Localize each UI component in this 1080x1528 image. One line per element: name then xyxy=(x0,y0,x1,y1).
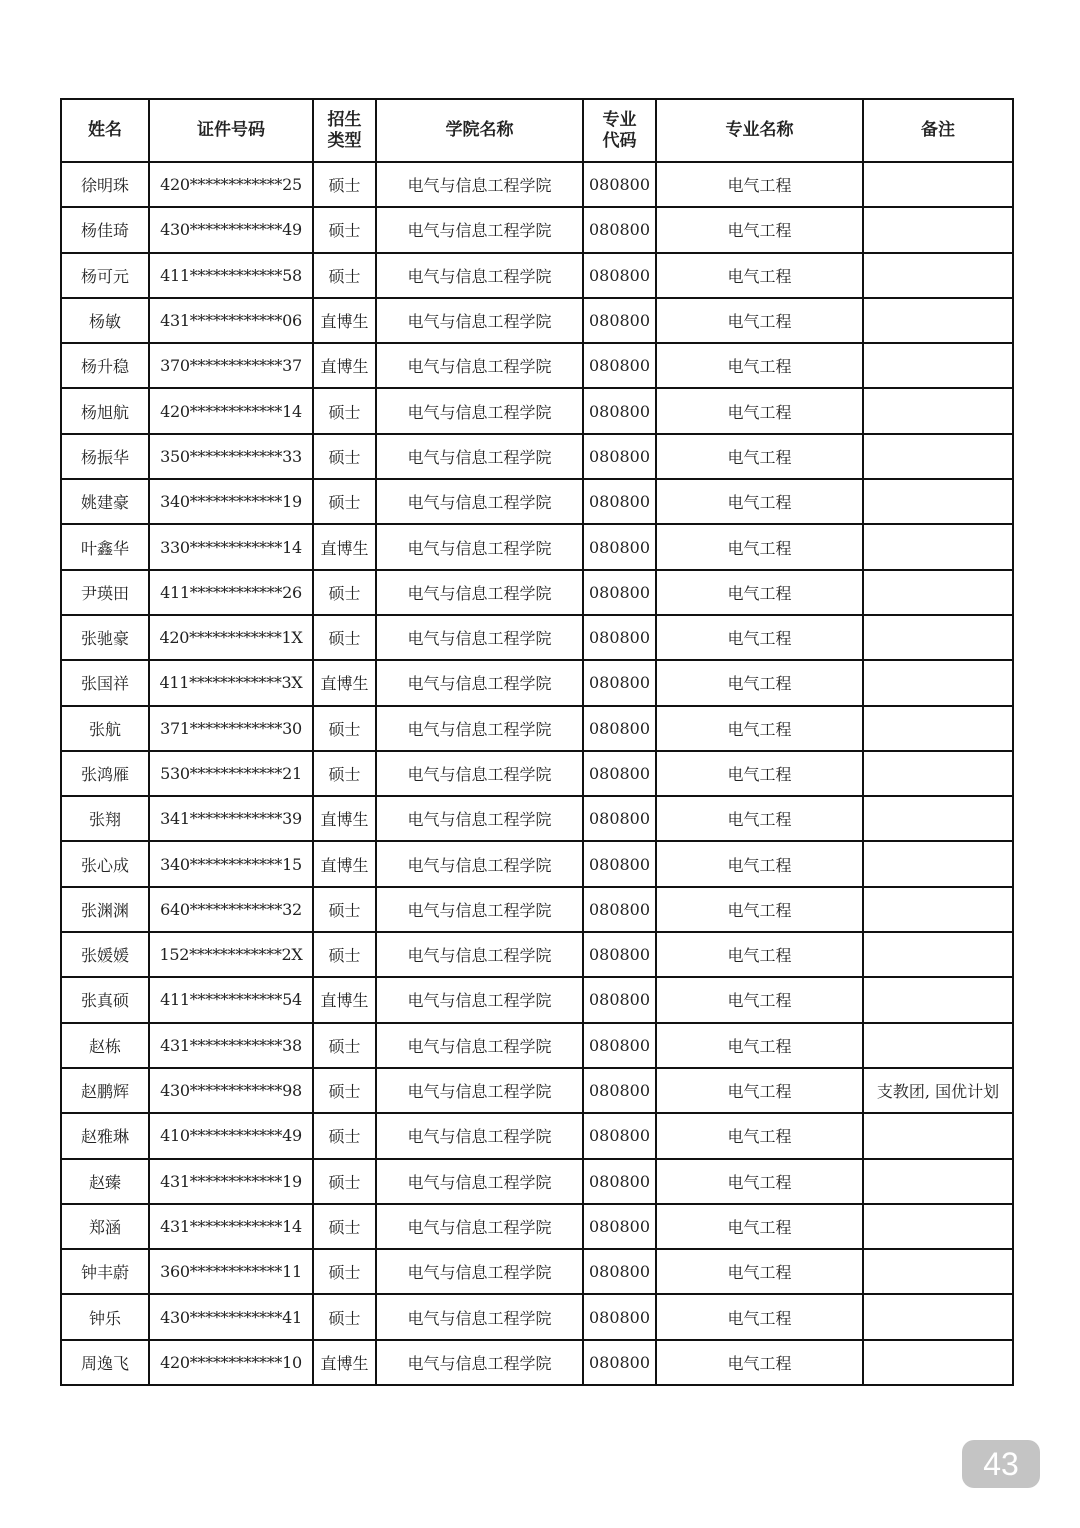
cell-id-number: 360************11 xyxy=(149,1249,313,1294)
cell-id-number: 420************25 xyxy=(149,162,313,207)
cell-admission-type: 硕士 xyxy=(313,207,376,252)
cell-name: 赵鹏辉 xyxy=(61,1068,149,1113)
cell-remarks xyxy=(863,660,1013,705)
cell-name: 钟乐 xyxy=(61,1294,149,1339)
cell-major-name: 电气工程 xyxy=(656,706,863,751)
cell-remarks xyxy=(863,1340,1013,1385)
cell-major-code: 080800 xyxy=(583,479,656,524)
cell-major-code: 080800 xyxy=(583,1068,656,1113)
cell-college: 电气与信息工程学院 xyxy=(376,1113,583,1158)
cell-major-code: 080800 xyxy=(583,1113,656,1158)
cell-college: 电气与信息工程学院 xyxy=(376,887,583,932)
table-row xyxy=(61,1294,1013,1339)
cell-remarks xyxy=(863,796,1013,841)
cell-admission-type: 硕士 xyxy=(313,570,376,615)
cell-major-code: 080800 xyxy=(583,1204,656,1249)
cell-remarks xyxy=(863,570,1013,615)
table-row xyxy=(61,479,1013,524)
cell-admission-type: 直博生 xyxy=(313,298,376,343)
cell-major-name: 电气工程 xyxy=(656,207,863,252)
cell-name: 张渊渊 xyxy=(61,887,149,932)
cell-major-name: 电气工程 xyxy=(656,162,863,207)
table-row xyxy=(61,751,1013,796)
cell-major-name: 电气工程 xyxy=(656,1294,863,1339)
cell-remarks xyxy=(863,841,1013,886)
cell-major-name: 电气工程 xyxy=(656,1023,863,1068)
cell-major-name: 电气工程 xyxy=(656,479,863,524)
cell-name: 姚建豪 xyxy=(61,479,149,524)
cell-major-code: 080800 xyxy=(583,977,656,1022)
cell-admission-type: 直博生 xyxy=(313,524,376,569)
cell-remarks xyxy=(863,1249,1013,1294)
table-row xyxy=(61,524,1013,569)
cell-college: 电气与信息工程学院 xyxy=(376,977,583,1022)
cell-remarks xyxy=(863,524,1013,569)
cell-major-name: 电气工程 xyxy=(656,932,863,977)
cell-college: 电气与信息工程学院 xyxy=(376,796,583,841)
table-row xyxy=(61,434,1013,479)
cell-name: 郑涵 xyxy=(61,1204,149,1249)
cell-name: 钟丰蔚 xyxy=(61,1249,149,1294)
cell-name: 徐明珠 xyxy=(61,162,149,207)
cell-remarks xyxy=(863,479,1013,524)
cell-name: 张真硕 xyxy=(61,977,149,1022)
cell-id-number: 340************15 xyxy=(149,841,313,886)
cell-college: 电气与信息工程学院 xyxy=(376,932,583,977)
cell-admission-type: 硕士 xyxy=(313,1294,376,1339)
cell-major-name: 电气工程 xyxy=(656,253,863,298)
cell-name: 张驰豪 xyxy=(61,615,149,660)
table-body xyxy=(61,162,1013,1385)
cell-remarks xyxy=(863,751,1013,796)
cell-remarks xyxy=(863,1204,1013,1249)
cell-id-number: 340************19 xyxy=(149,479,313,524)
cell-admission-type: 硕士 xyxy=(313,615,376,660)
cell-college: 电气与信息工程学院 xyxy=(376,1294,583,1339)
admission-roster-table xyxy=(60,98,1014,1386)
cell-id-number: 420************10 xyxy=(149,1340,313,1385)
cell-college: 电气与信息工程学院 xyxy=(376,1068,583,1113)
cell-major-name: 电气工程 xyxy=(656,1068,863,1113)
cell-major-code: 080800 xyxy=(583,660,656,705)
cell-major-code: 080800 xyxy=(583,1340,656,1385)
cell-name: 周逸飞 xyxy=(61,1340,149,1385)
cell-remarks xyxy=(863,434,1013,479)
cell-admission-type: 硕士 xyxy=(313,706,376,751)
cell-id-number: 431************14 xyxy=(149,1204,313,1249)
table-row xyxy=(61,162,1013,207)
cell-major-name: 电气工程 xyxy=(656,1249,863,1294)
cell-id-number: 411************26 xyxy=(149,570,313,615)
cell-major-name: 电气工程 xyxy=(656,434,863,479)
cell-major-name: 电气工程 xyxy=(656,887,863,932)
table-row xyxy=(61,706,1013,751)
cell-id-number: 341************39 xyxy=(149,796,313,841)
cell-major-code: 080800 xyxy=(583,388,656,433)
cell-id-number: 350************33 xyxy=(149,434,313,479)
header-major-name: 专业名称 xyxy=(656,99,863,162)
cell-major-code: 080800 xyxy=(583,162,656,207)
cell-id-number: 420************14 xyxy=(149,388,313,433)
cell-major-name: 电气工程 xyxy=(656,660,863,705)
cell-major-name: 电气工程 xyxy=(656,524,863,569)
cell-id-number: 640************32 xyxy=(149,887,313,932)
cell-major-code: 080800 xyxy=(583,570,656,615)
cell-admission-type: 硕士 xyxy=(313,887,376,932)
cell-remarks xyxy=(863,1159,1013,1204)
cell-major-code: 080800 xyxy=(583,841,656,886)
page-number-badge: 43 xyxy=(962,1440,1040,1488)
cell-major-code: 080800 xyxy=(583,1023,656,1068)
cell-id-number: 410************49 xyxy=(149,1113,313,1158)
table-row xyxy=(61,1159,1013,1204)
cell-admission-type: 硕士 xyxy=(313,1204,376,1249)
cell-major-code: 080800 xyxy=(583,1249,656,1294)
cell-name: 赵雅琳 xyxy=(61,1113,149,1158)
cell-id-number: 430************41 xyxy=(149,1294,313,1339)
cell-college: 电气与信息工程学院 xyxy=(376,1249,583,1294)
table-row xyxy=(61,388,1013,433)
cell-major-code: 080800 xyxy=(583,524,656,569)
cell-remarks xyxy=(863,343,1013,388)
header-remarks: 备注 xyxy=(863,99,1013,162)
cell-id-number: 411************3X xyxy=(149,660,313,705)
cell-major-name: 电气工程 xyxy=(656,1159,863,1204)
cell-id-number: 371************30 xyxy=(149,706,313,751)
cell-college: 电气与信息工程学院 xyxy=(376,1023,583,1068)
cell-remarks xyxy=(863,887,1013,932)
cell-remarks xyxy=(863,932,1013,977)
table-row xyxy=(61,1340,1013,1385)
cell-college: 电气与信息工程学院 xyxy=(376,1159,583,1204)
cell-remarks xyxy=(863,1113,1013,1158)
table-row xyxy=(61,615,1013,660)
cell-major-name: 电气工程 xyxy=(656,841,863,886)
cell-admission-type: 直博生 xyxy=(313,841,376,886)
cell-major-name: 电气工程 xyxy=(656,1204,863,1249)
table-row xyxy=(61,660,1013,705)
cell-college: 电气与信息工程学院 xyxy=(376,253,583,298)
cell-major-code: 080800 xyxy=(583,751,656,796)
cell-admission-type: 硕士 xyxy=(313,388,376,433)
cell-id-number: 411************58 xyxy=(149,253,313,298)
cell-major-code: 080800 xyxy=(583,253,656,298)
cell-college: 电气与信息工程学院 xyxy=(376,524,583,569)
cell-name: 张国祥 xyxy=(61,660,149,705)
cell-admission-type: 硕士 xyxy=(313,162,376,207)
cell-major-name: 电气工程 xyxy=(656,298,863,343)
cell-id-number: 370************37 xyxy=(149,343,313,388)
table-row xyxy=(61,298,1013,343)
cell-admission-type: 硕士 xyxy=(313,1023,376,1068)
table-row xyxy=(61,887,1013,932)
cell-remarks xyxy=(863,1023,1013,1068)
cell-name: 尹瑛田 xyxy=(61,570,149,615)
cell-id-number: 431************19 xyxy=(149,1159,313,1204)
cell-name: 赵臻 xyxy=(61,1159,149,1204)
cell-name: 张航 xyxy=(61,706,149,751)
cell-remarks xyxy=(863,1294,1013,1339)
cell-name: 杨振华 xyxy=(61,434,149,479)
cell-admission-type: 硕士 xyxy=(313,1249,376,1294)
cell-major-code: 080800 xyxy=(583,615,656,660)
cell-college: 电气与信息工程学院 xyxy=(376,660,583,705)
cell-college: 电气与信息工程学院 xyxy=(376,1340,583,1385)
table-row xyxy=(61,253,1013,298)
cell-major-code: 080800 xyxy=(583,706,656,751)
cell-name: 杨佳琦 xyxy=(61,207,149,252)
cell-remarks xyxy=(863,162,1013,207)
cell-remarks xyxy=(863,388,1013,433)
cell-major-name: 电气工程 xyxy=(656,1113,863,1158)
header-id-number: 证件号码 xyxy=(149,99,313,162)
cell-college: 电气与信息工程学院 xyxy=(376,751,583,796)
cell-name: 张翔 xyxy=(61,796,149,841)
cell-remarks xyxy=(863,977,1013,1022)
table-row xyxy=(61,977,1013,1022)
cell-major-code: 080800 xyxy=(583,1159,656,1204)
cell-remarks xyxy=(863,253,1013,298)
cell-id-number: 430************98 xyxy=(149,1068,313,1113)
cell-name: 张鸿雁 xyxy=(61,751,149,796)
cell-major-name: 电气工程 xyxy=(656,570,863,615)
cell-college: 电气与信息工程学院 xyxy=(376,615,583,660)
cell-college: 电气与信息工程学院 xyxy=(376,841,583,886)
cell-id-number: 411************54 xyxy=(149,977,313,1022)
cell-college: 电气与信息工程学院 xyxy=(376,388,583,433)
header-college: 学院名称 xyxy=(376,99,583,162)
table-row xyxy=(61,841,1013,886)
cell-major-name: 电气工程 xyxy=(656,977,863,1022)
cell-name: 杨敏 xyxy=(61,298,149,343)
cell-name: 叶鑫华 xyxy=(61,524,149,569)
cell-admission-type: 直博生 xyxy=(313,343,376,388)
cell-remarks xyxy=(863,298,1013,343)
cell-id-number: 430************49 xyxy=(149,207,313,252)
cell-major-code: 080800 xyxy=(583,887,656,932)
table-row xyxy=(61,1249,1013,1294)
cell-college: 电气与信息工程学院 xyxy=(376,479,583,524)
cell-major-code: 080800 xyxy=(583,298,656,343)
cell-college: 电气与信息工程学院 xyxy=(376,434,583,479)
cell-college: 电气与信息工程学院 xyxy=(376,570,583,615)
cell-name: 杨旭航 xyxy=(61,388,149,433)
cell-major-name: 电气工程 xyxy=(656,388,863,433)
cell-admission-type: 硕士 xyxy=(313,434,376,479)
cell-id-number: 420************1X xyxy=(149,615,313,660)
cell-major-code: 080800 xyxy=(583,932,656,977)
cell-admission-type: 直博生 xyxy=(313,977,376,1022)
cell-major-name: 电气工程 xyxy=(656,343,863,388)
cell-major-code: 080800 xyxy=(583,1294,656,1339)
table-row xyxy=(61,1068,1013,1113)
table-row xyxy=(61,1023,1013,1068)
table-row xyxy=(61,932,1013,977)
cell-id-number: 431************06 xyxy=(149,298,313,343)
table-row xyxy=(61,207,1013,252)
cell-major-code: 080800 xyxy=(583,796,656,841)
cell-college: 电气与信息工程学院 xyxy=(376,298,583,343)
cell-major-code: 080800 xyxy=(583,207,656,252)
cell-admission-type: 硕士 xyxy=(313,253,376,298)
cell-college: 电气与信息工程学院 xyxy=(376,1204,583,1249)
cell-admission-type: 直博生 xyxy=(313,1340,376,1385)
cell-id-number: 152************2X xyxy=(149,932,313,977)
cell-name: 张心成 xyxy=(61,841,149,886)
cell-college: 电气与信息工程学院 xyxy=(376,162,583,207)
cell-college: 电气与信息工程学院 xyxy=(376,706,583,751)
cell-remarks: 支教团, 国优计划 xyxy=(863,1068,1013,1113)
cell-major-code: 080800 xyxy=(583,434,656,479)
cell-admission-type: 硕士 xyxy=(313,1068,376,1113)
cell-id-number: 431************38 xyxy=(149,1023,313,1068)
cell-admission-type: 硕士 xyxy=(313,751,376,796)
cell-admission-type: 直博生 xyxy=(313,796,376,841)
cell-major-name: 电气工程 xyxy=(656,1340,863,1385)
cell-name: 张媛媛 xyxy=(61,932,149,977)
cell-id-number: 330************14 xyxy=(149,524,313,569)
header-major-code: 专业 代码 xyxy=(583,99,656,162)
cell-admission-type: 硕士 xyxy=(313,932,376,977)
cell-major-name: 电气工程 xyxy=(656,615,863,660)
table-row xyxy=(61,570,1013,615)
table-row xyxy=(61,796,1013,841)
header-admission-type: 招生 类型 xyxy=(313,99,376,162)
cell-college: 电气与信息工程学院 xyxy=(376,343,583,388)
table-row xyxy=(61,343,1013,388)
cell-remarks xyxy=(863,706,1013,751)
cell-name: 赵栋 xyxy=(61,1023,149,1068)
cell-remarks xyxy=(863,615,1013,660)
header-name: 姓名 xyxy=(61,99,149,162)
cell-major-name: 电气工程 xyxy=(656,796,863,841)
cell-college: 电气与信息工程学院 xyxy=(376,207,583,252)
table-row xyxy=(61,1204,1013,1249)
cell-remarks xyxy=(863,207,1013,252)
cell-admission-type: 硕士 xyxy=(313,1159,376,1204)
cell-name: 杨升稳 xyxy=(61,343,149,388)
cell-major-name: 电气工程 xyxy=(656,751,863,796)
table-row xyxy=(61,1113,1013,1158)
header-row xyxy=(61,99,1013,162)
cell-id-number: 530************21 xyxy=(149,751,313,796)
cell-admission-type: 直博生 xyxy=(313,660,376,705)
cell-admission-type: 硕士 xyxy=(313,1113,376,1158)
cell-admission-type: 硕士 xyxy=(313,479,376,524)
cell-major-code: 080800 xyxy=(583,343,656,388)
cell-name: 杨可元 xyxy=(61,253,149,298)
